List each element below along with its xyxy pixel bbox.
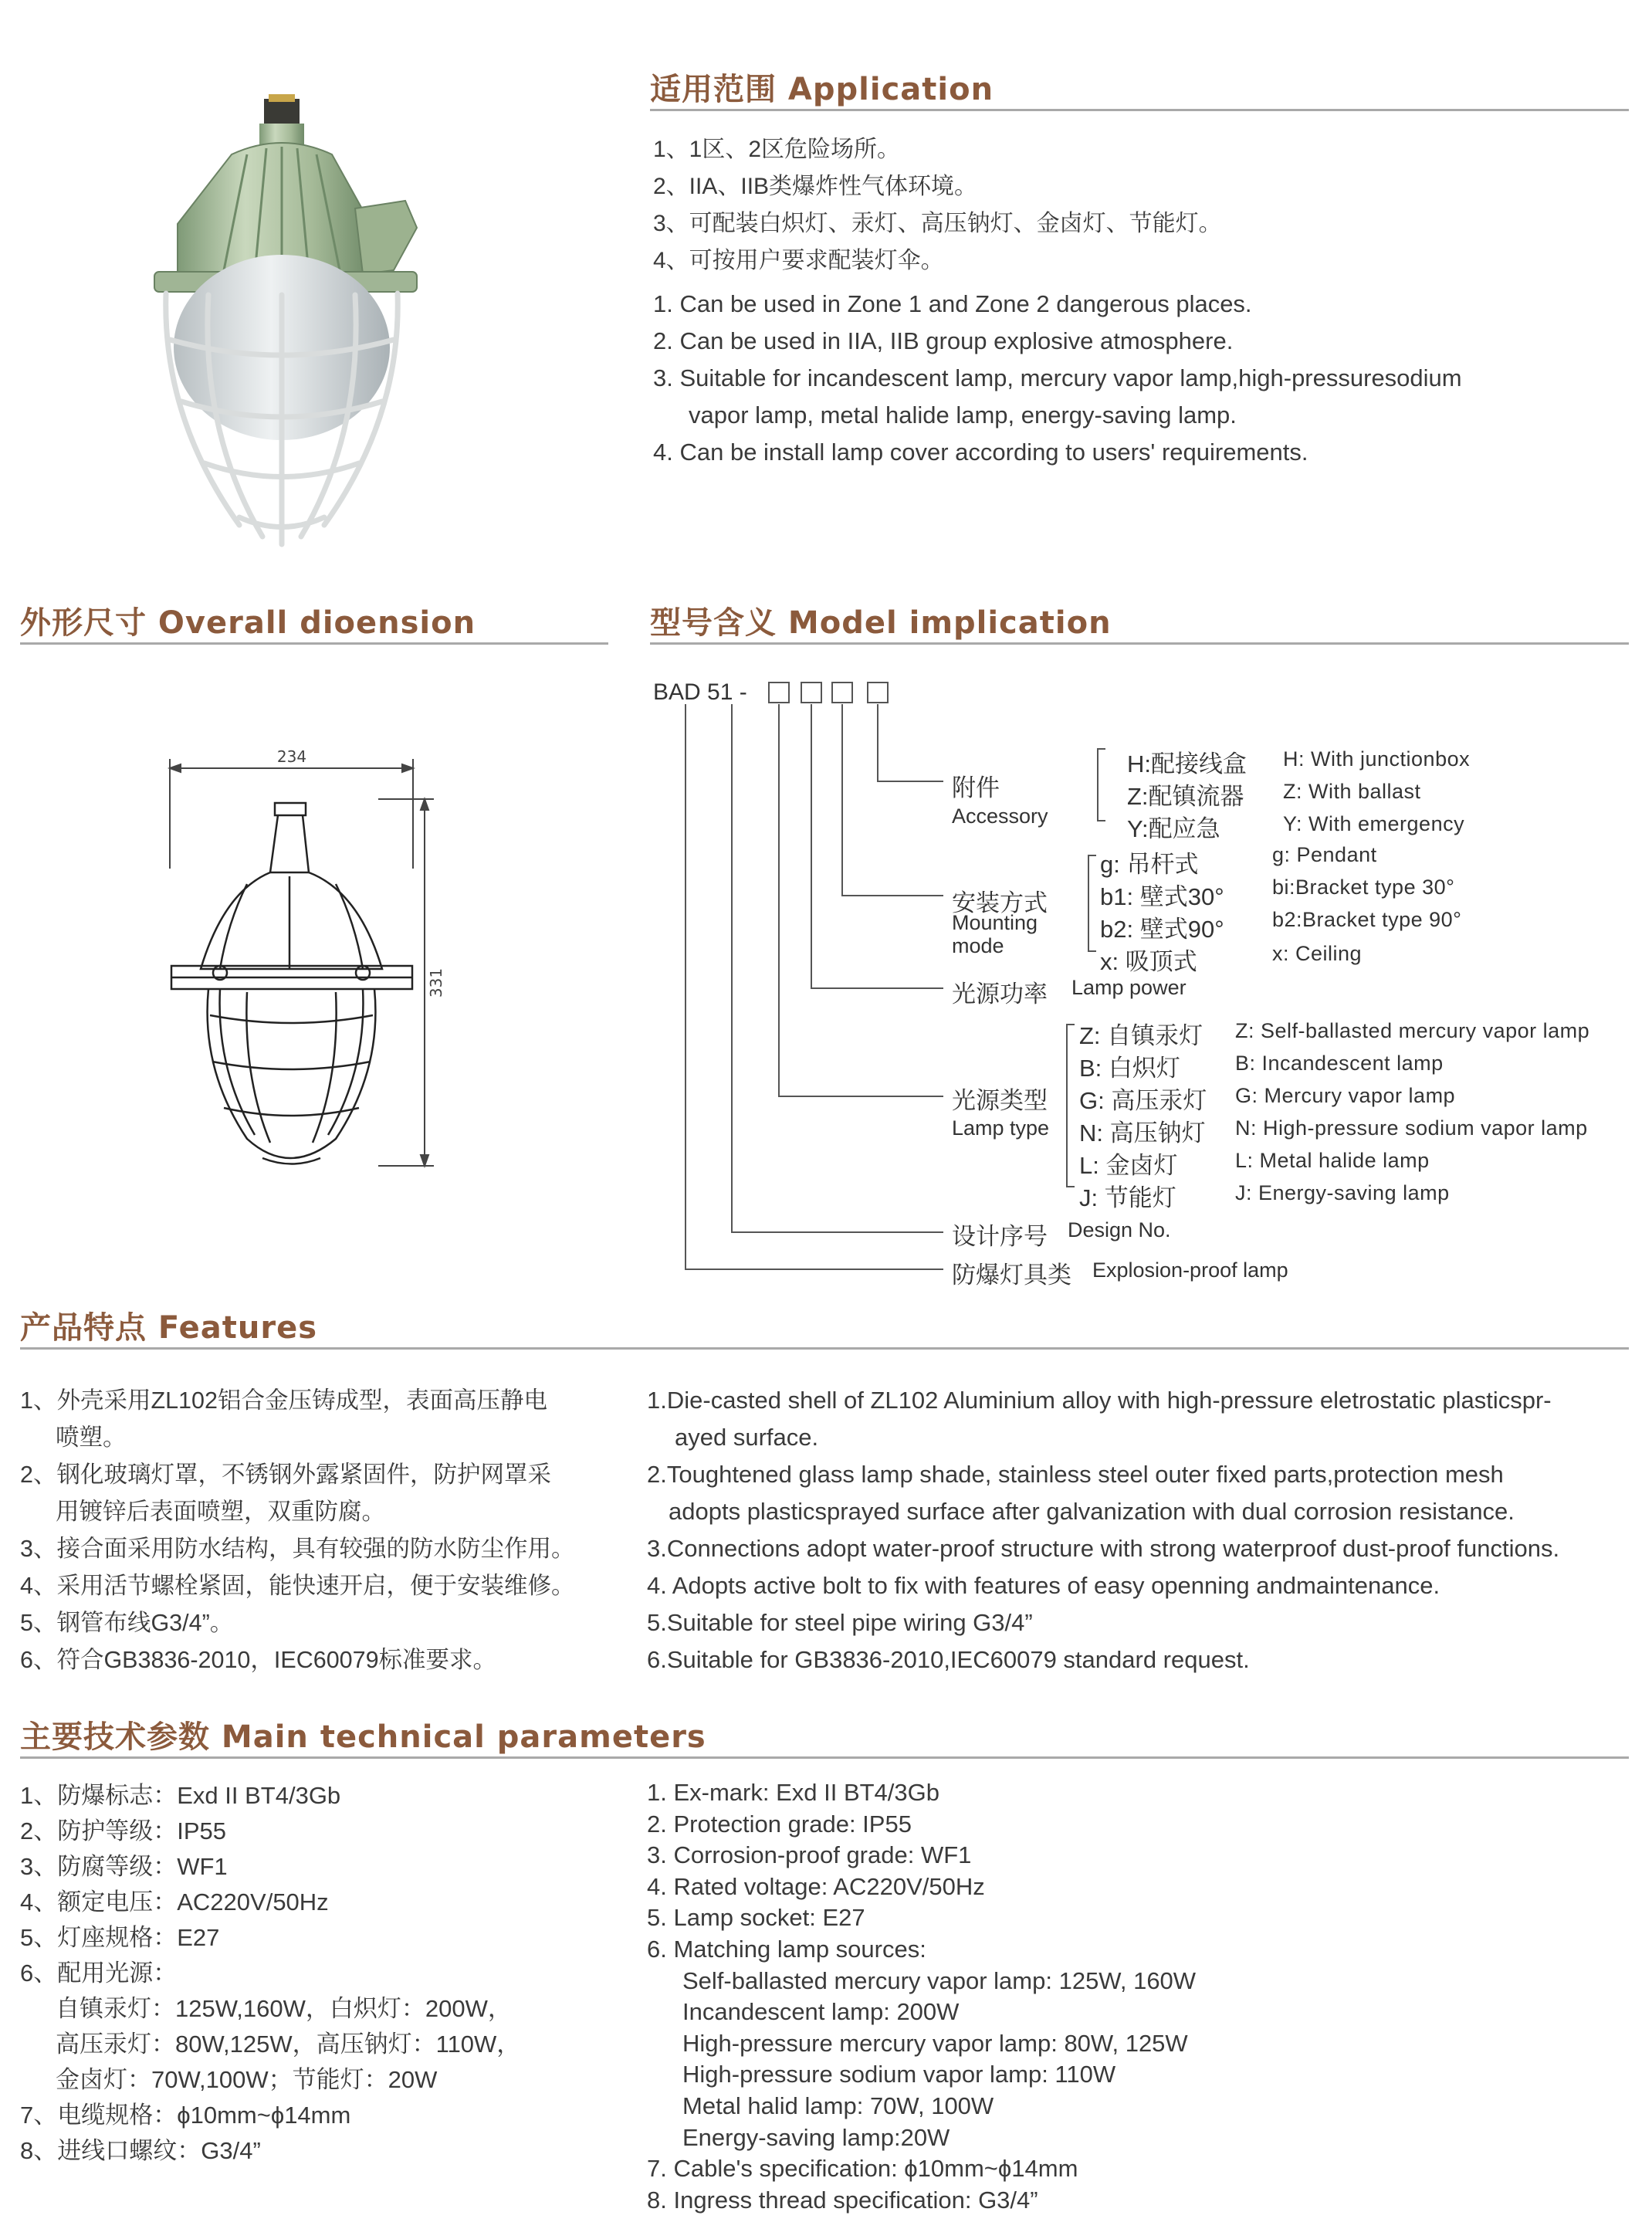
list-item: Energy-saving lamp:20W	[682, 2123, 950, 2151]
type-en-item: Z: Self-ballasted mercury vapor lamp	[1235, 1019, 1590, 1042]
list-item: 3、接合面采用防水结构，具有较强的防水防尘作用。	[20, 1536, 575, 1562]
type-cn-item: Z: 自镇汞灯	[1079, 1022, 1203, 1049]
dimension-width: 234	[276, 747, 307, 766]
power-cn: 光源功率	[952, 981, 1048, 1008]
list-item: 7、电缆规格：ϕ10mm~ϕ14mm	[20, 2102, 351, 2129]
accessory-en: Accessory	[952, 804, 1048, 828]
list-item: 8、进线口螺纹：G3/4”	[20, 2137, 261, 2164]
list-item: 用镀锌后表面喷塑，双重防腐。	[56, 1499, 385, 1525]
list-item: 5. Lamp socket: E27	[647, 1904, 865, 1932]
list-item: ayed surface.	[675, 1424, 819, 1451]
mounting-en-2: mode	[952, 934, 1004, 957]
list-item: 3、防腐等级：WF1	[20, 1853, 228, 1880]
list-item: High-pressure mercury vapor lamp: 80W, 125W	[682, 2029, 1188, 2057]
accessory-en-item: Z: With ballast	[1283, 780, 1421, 803]
application-title: 适用范围 Application	[650, 72, 994, 107]
type-en-item: J: Energy-saving lamp	[1235, 1181, 1450, 1204]
mounting-en-item: x: Ceiling	[1272, 942, 1363, 965]
list-item: High-pressure sodium vapor lamp: 110W	[682, 2061, 1116, 2088]
power-en: Lamp power	[1071, 976, 1187, 999]
list-item: 高压汞灯：80W,125W，高压钠灯：110W，	[56, 2031, 521, 2058]
mounting-en-item: g: Pendant	[1272, 843, 1377, 866]
list-item: 3. Suitable for incandescent lamp, mercury vapor lamp,high-pressuresodium	[653, 364, 1462, 391]
type-cn-item: J: 节能灯	[1079, 1184, 1176, 1211]
list-item: 1.Die-casted shell of ZL102 Aluminium alloy with high-pressure eletrostatic plasticspr-	[647, 1387, 1552, 1414]
mounting-cn-item: b2: 壁式90°	[1100, 916, 1224, 943]
parameters-title: 主要技术参数 Main technical parameters	[20, 1719, 706, 1755]
model-title: 型号含义 Model implication	[650, 605, 1112, 641]
type-cn-item: B: 白炽灯	[1079, 1055, 1180, 1082]
list-item: 1、1区、2区危险场所。	[653, 137, 901, 162]
design-cn: 设计序号	[952, 1223, 1048, 1250]
model-code: BAD 51 -	[653, 679, 747, 705]
parameters-cn-list	[20, 1778, 520, 2169]
features-cn-list	[20, 1382, 574, 1678]
list-item: 6、配用光源：	[20, 1960, 178, 1987]
list-item: 1. Ex-mark: Exd II BT4/3Gb	[647, 1779, 940, 1806]
list-item: 1. Can be used in Zone 1 and Zone 2 dangerous places.	[653, 290, 1252, 317]
list-item: 自镇汞灯：125W,160W，白炽灯：200W，	[56, 1995, 512, 2022]
list-item: 6. Matching lamp sources:	[647, 1935, 926, 1963]
features-title: 产品特点 Features	[20, 1310, 318, 1346]
accessory-cn: 附件	[952, 774, 1000, 801]
list-item: 3.Connections adopt water-proof structure with strong waterproof dust-proof functions.	[647, 1535, 1560, 1562]
mounting-en-item: bi:Bracket type 30°	[1272, 876, 1455, 899]
list-item: 4. Can be install lamp cover according to users' requirements.	[653, 439, 1308, 466]
parameters-rule	[20, 1756, 1629, 1759]
mounting-cn: 安装方式	[952, 889, 1048, 916]
list-item: 2、IIA、IIB类爆炸性气体环境。	[653, 174, 978, 199]
type-en-item: N: High-pressure sodium vapor lamp	[1235, 1116, 1588, 1140]
mounting-cn-item: g: 吊杆式	[1100, 851, 1199, 878]
mounting-en-item: b2:Bracket type 90°	[1272, 908, 1462, 931]
type-en-item: B: Incandescent lamp	[1235, 1052, 1444, 1075]
mounting-en: Mounting	[952, 911, 1038, 934]
type-en-item: L: Metal halide lamp	[1235, 1149, 1430, 1172]
list-item: 1、外壳采用ZL102铝合金压铸成型，表面高压静电	[20, 1387, 547, 1414]
list-item: 2、钢化玻璃灯罩，不锈钢外露紧固件，防护网罩采	[20, 1462, 551, 1488]
explosion-en: Explosion-proof lamp	[1092, 1258, 1288, 1282]
list-item: 7. Cable's specification: ϕ10mm~ϕ14mm	[647, 2155, 1078, 2183]
list-item: 5、灯座规格：E27	[20, 1924, 220, 1951]
list-item: Self-ballasted mercury vapor lamp: 125W, 160W	[682, 1966, 1197, 1994]
mounting-cn-item: x: 吸顶式	[1100, 948, 1197, 975]
features-rule	[20, 1347, 1629, 1350]
type-cn-item: N: 高压钠灯	[1079, 1120, 1206, 1147]
list-item: 2、防护等级：IP55	[20, 1817, 227, 1844]
dimension-height: 331	[427, 967, 445, 998]
explosion-cn: 防爆灯具类	[952, 1262, 1071, 1289]
type-en-item: G: Mercury vapor lamp	[1235, 1084, 1456, 1107]
features-en-list	[647, 1382, 1559, 1678]
list-item: 2. Can be used in IIA, IIB group explosive atmosphere.	[653, 327, 1234, 354]
dimension-title: 外形尺寸 Overall dioension	[20, 605, 476, 641]
list-item: 4、额定电压：AC220V/50Hz	[20, 1888, 329, 1916]
type-cn-item: G: 高压汞灯	[1079, 1087, 1207, 1114]
list-item: 喷塑。	[56, 1424, 127, 1451]
accessory-cn-item: Z:配镇流器	[1127, 783, 1244, 810]
list-item: 4. Adopts active bolt to fix with features of easy openning andmaintenance.	[647, 1572, 1440, 1599]
list-item: 4、采用活节螺栓紧固，能快速开启，便于安装维修。	[20, 1573, 575, 1599]
list-item: 3、可配装白炽灯、汞灯、高压钠灯、金卤灯、节能灯。	[653, 211, 1222, 236]
type-en: Lamp type	[952, 1116, 1050, 1140]
list-item: adopts plasticsprayed surface after galvanization with dual corrosion resistance.	[669, 1498, 1515, 1525]
list-item: Incandescent lamp: 200W	[682, 1998, 960, 2026]
list-item: 8. Ingress thread specification: G3/4”	[647, 2186, 1038, 2214]
mounting-cn-item: b1: 壁式30°	[1100, 883, 1224, 910]
design-en: Design No.	[1068, 1218, 1171, 1241]
list-item: 5、钢管布线G3/4”。	[20, 1610, 234, 1636]
list-item: 3. Corrosion-proof grade: WF1	[647, 1841, 972, 1869]
list-item: 6.Suitable for GB3836-2010,IEC60079 standard request.	[647, 1646, 1250, 1673]
list-item: 4. Rated voltage: AC220V/50Hz	[647, 1872, 985, 1900]
list-item: 1、防爆标志：Exd II BT4/3Gb	[20, 1782, 341, 1809]
accessory-en-item: Y: With emergency	[1283, 812, 1465, 835]
type-cn-item: L: 金卤灯	[1079, 1152, 1178, 1179]
list-item: Metal halid lamp: 70W, 100W	[682, 2092, 994, 2119]
list-item: 2. Protection grade: IP55	[647, 1810, 912, 1838]
type-cn: 光源类型	[952, 1087, 1048, 1114]
list-item: 5.Suitable for steel pipe wiring G3/4”	[647, 1609, 1033, 1636]
list-item: 金卤灯：70W,100W；节能灯：20W	[56, 2066, 438, 2093]
parameters-en-list	[647, 1777, 1196, 2216]
accessory-en-item: H: With junctionbox	[1283, 747, 1471, 771]
accessory-cn-item: H:配接线盒	[1127, 750, 1247, 777]
list-item: 6、符合GB3836-2010，IEC60079标准要求。	[20, 1647, 497, 1673]
list-item: 2.Toughtened glass lamp shade, stainless steel outer fixed parts,protection mesh	[647, 1461, 1504, 1488]
list-item: 4、可按用户要求配装灯伞。	[653, 248, 944, 273]
list-item: vapor lamp, metal halide lamp, energy-saving lamp.	[689, 401, 1237, 428]
accessory-cn-item: Y:配应急	[1127, 815, 1220, 842]
